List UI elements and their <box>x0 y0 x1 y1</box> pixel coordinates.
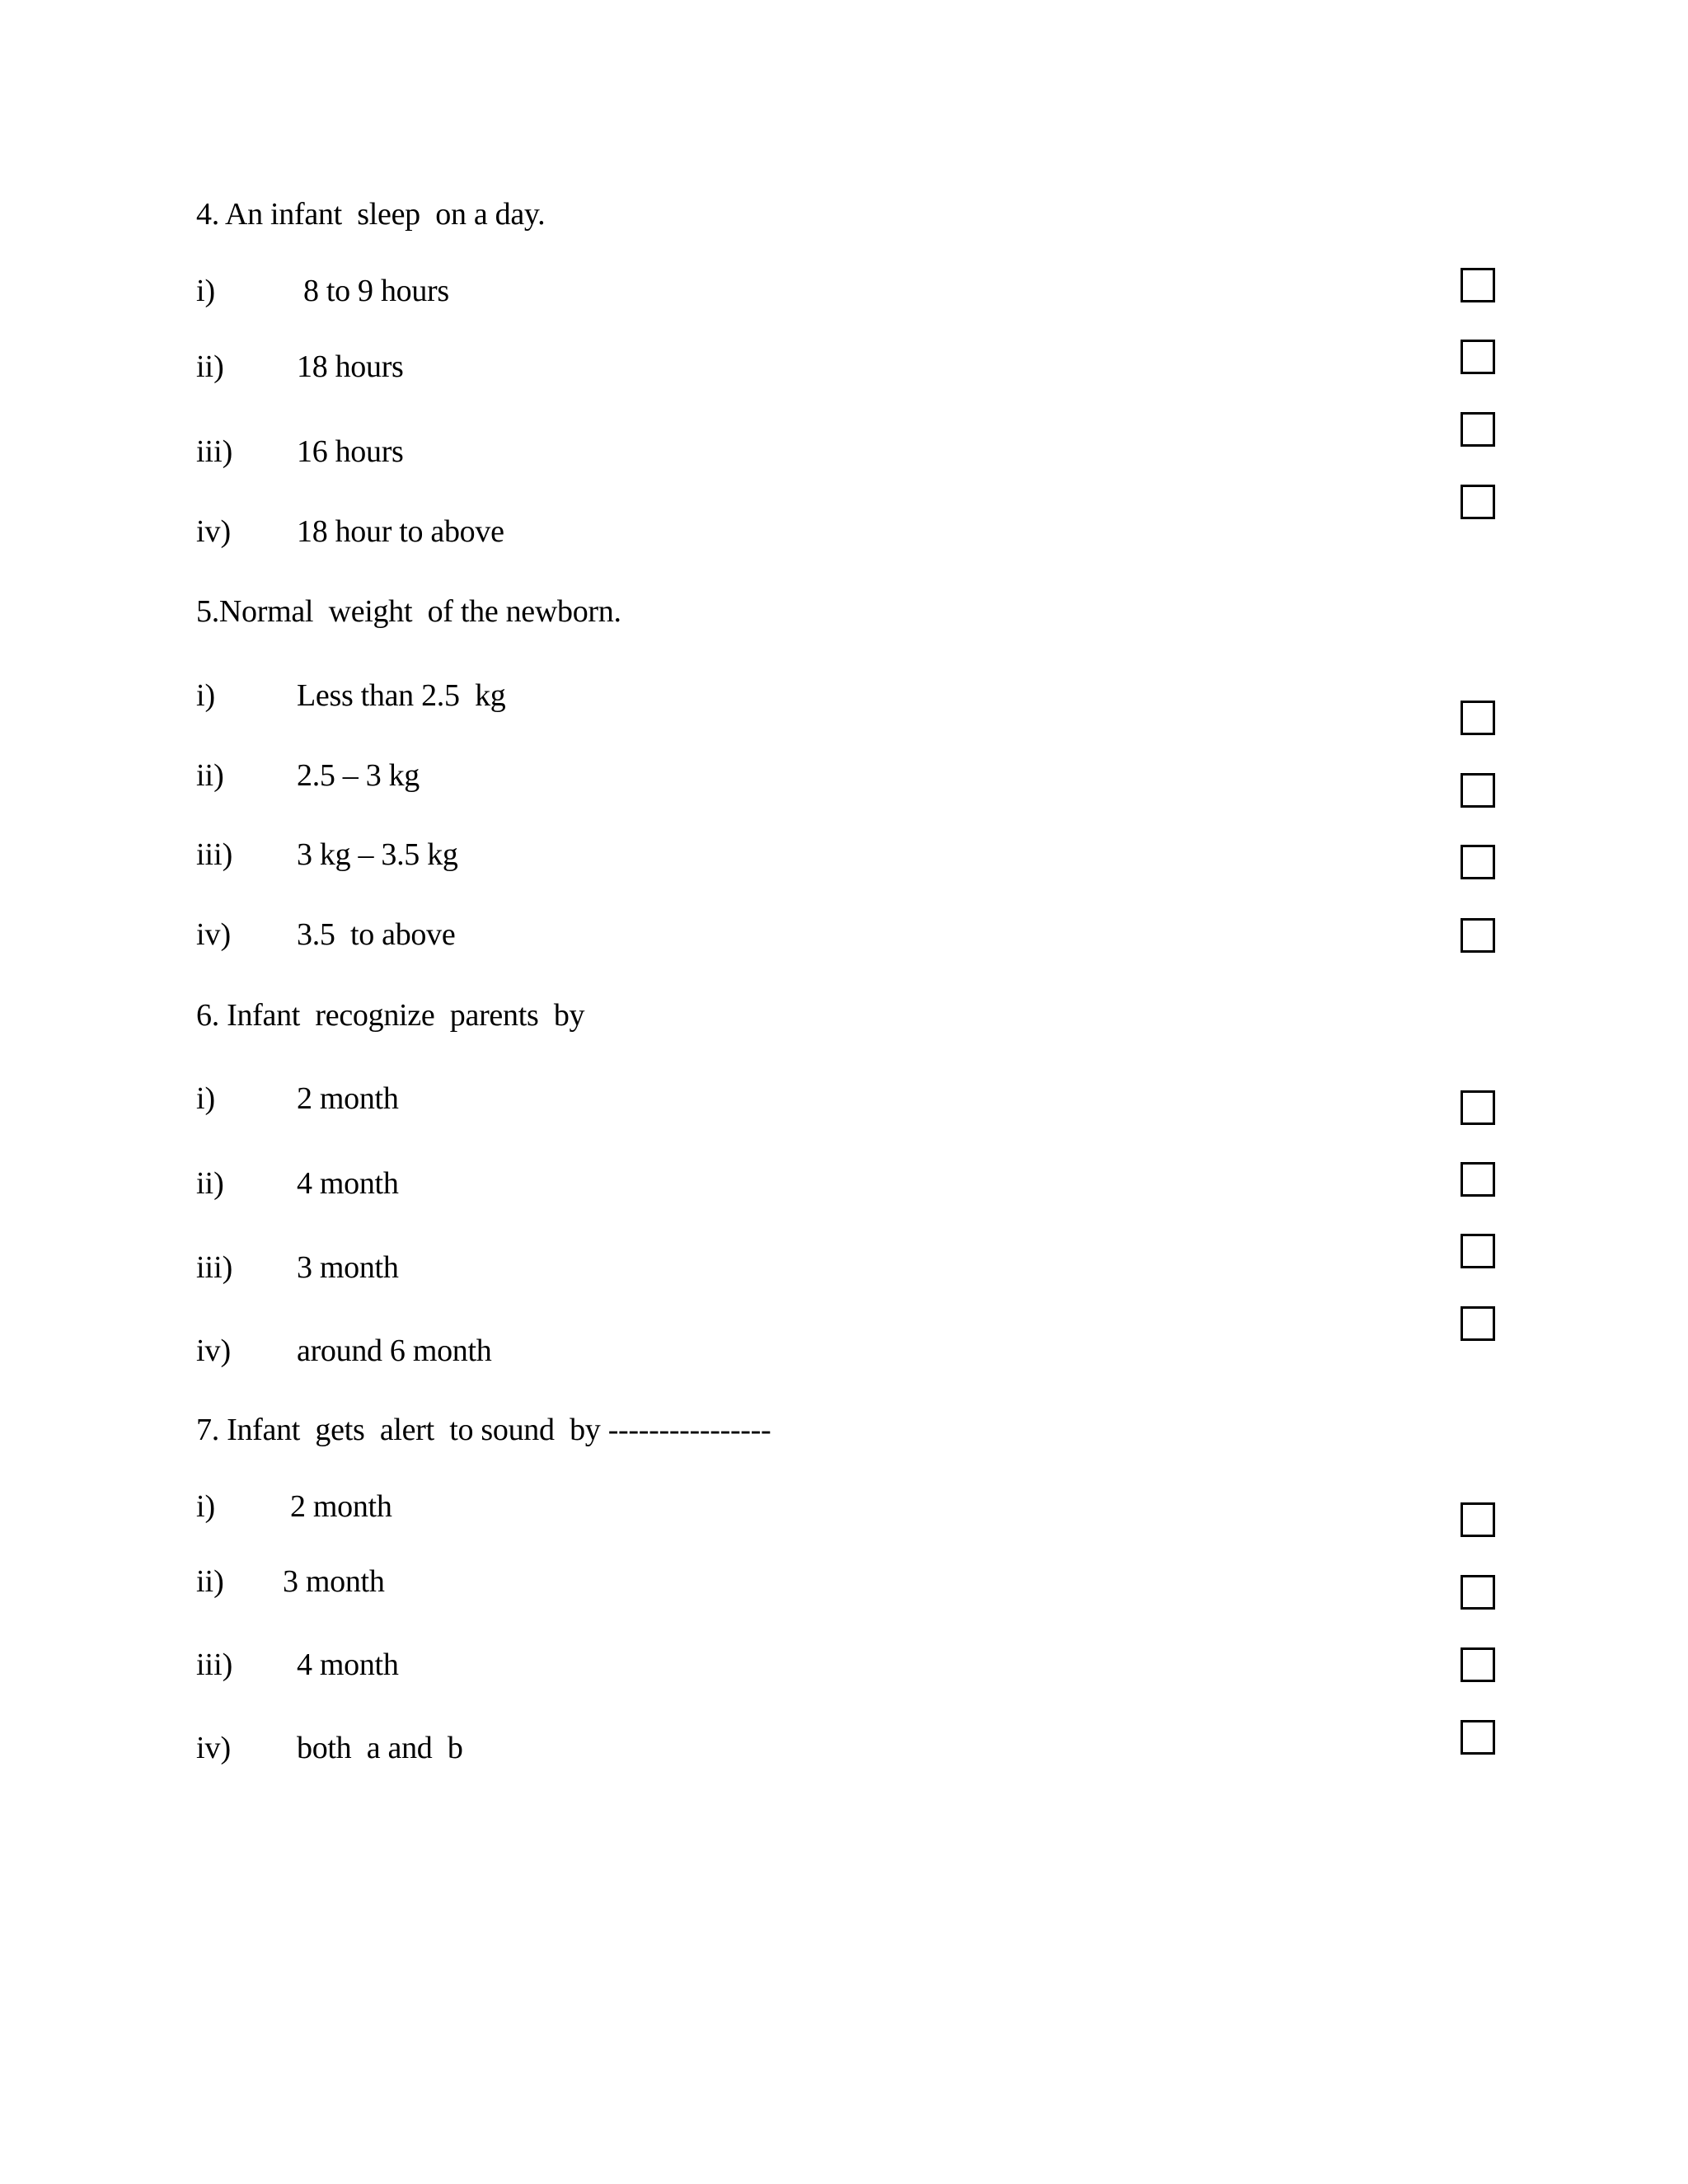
option-number: iii) <box>196 434 233 469</box>
option-number: iv) <box>196 1731 232 1765</box>
answer-checkbox[interactable] <box>1461 773 1495 808</box>
option-number: ii) <box>196 1166 224 1201</box>
option-number: iv) <box>196 514 232 549</box>
answer-checkbox[interactable] <box>1461 845 1495 879</box>
question-7-text: 7. Infant gets alert to sound by ---------------- <box>196 1413 771 1447</box>
option-number: ii) <box>196 349 224 384</box>
option-label: around 6 month <box>297 1333 492 1368</box>
option-number: ii) <box>196 758 224 793</box>
option-number: iii) <box>196 1250 233 1285</box>
answer-checkbox[interactable] <box>1461 1502 1495 1537</box>
option-label: 3 month <box>297 1250 399 1285</box>
option-label: 4 month <box>297 1166 399 1201</box>
option-label: 4 month <box>297 1647 399 1682</box>
option-label: 3.5 to above <box>297 917 456 952</box>
answer-checkbox[interactable] <box>1461 1575 1495 1610</box>
option-number: i) <box>196 274 216 308</box>
option-label: 18 hours <box>297 349 404 384</box>
answer-checkbox[interactable] <box>1461 1647 1495 1682</box>
answer-checkbox[interactable] <box>1461 340 1495 374</box>
question-5-text: 5.Normal weight of the newborn. <box>196 594 621 629</box>
question-4-text: 4. An infant sleep on a day. <box>196 197 546 232</box>
answer-checkbox[interactable] <box>1461 485 1495 519</box>
option-number: iv) <box>196 1333 232 1368</box>
option-number: ii) <box>196 1564 224 1599</box>
option-number: iii) <box>196 837 233 872</box>
answer-checkbox[interactable] <box>1461 268 1495 302</box>
option-number: i) <box>196 678 216 713</box>
option-label: 18 hour to above <box>297 514 504 549</box>
answer-checkbox[interactable] <box>1461 1306 1495 1341</box>
option-number: i) <box>196 1081 216 1116</box>
option-label: Less than 2.5 kg <box>297 678 506 713</box>
option-label: 2.5 – 3 kg <box>297 758 420 793</box>
answer-checkbox[interactable] <box>1461 1234 1495 1268</box>
answer-checkbox[interactable] <box>1461 412 1495 447</box>
option-number: i) <box>196 1489 216 1524</box>
answer-checkbox[interactable] <box>1461 918 1495 953</box>
option-number: iv) <box>196 917 232 952</box>
option-label: 16 hours <box>297 434 404 469</box>
option-number: iii) <box>196 1647 233 1682</box>
question-6-text: 6. Infant recognize parents by <box>196 998 585 1033</box>
option-label: 8 to 9 hours <box>303 274 449 308</box>
answer-checkbox[interactable] <box>1461 1720 1495 1755</box>
option-label: 3 kg – 3.5 kg <box>297 837 458 872</box>
option-label: 3 month <box>283 1564 385 1599</box>
answer-checkbox[interactable] <box>1461 701 1495 735</box>
answer-checkbox[interactable] <box>1461 1162 1495 1197</box>
answer-checkbox[interactable] <box>1461 1090 1495 1125</box>
option-label: 2 month <box>297 1081 399 1116</box>
option-label: both a and b <box>297 1731 463 1765</box>
option-label: 2 month <box>290 1489 392 1524</box>
